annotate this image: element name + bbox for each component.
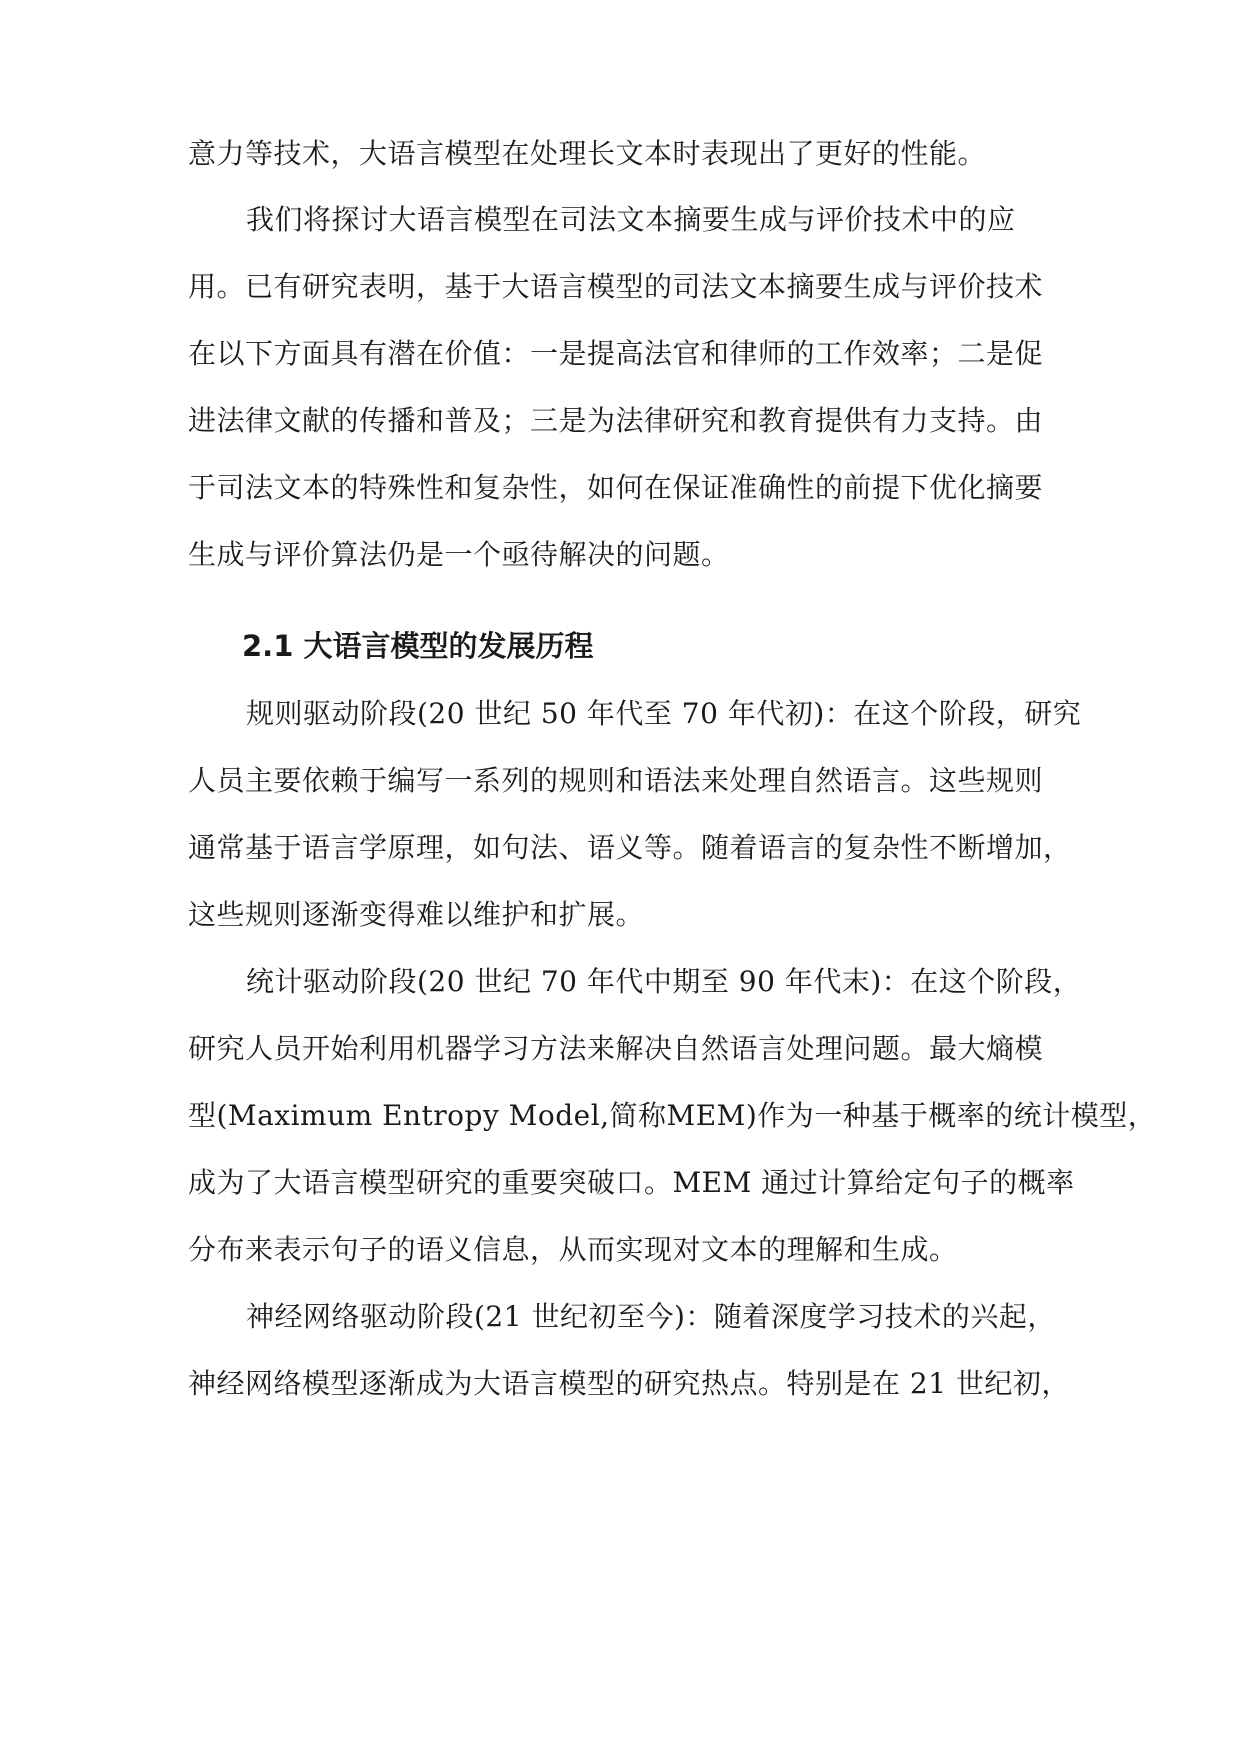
paragraph-line: 在以下方面具有潜在价值：一是提高法官和律师的工作效率；二是促	[188, 337, 1044, 370]
paragraph-line: 分布来表示句子的语义信息，从而实现对文本的理解和生成。	[188, 1233, 958, 1266]
paragraph-line: 成为了大语言模型研究的重要突破口。MEM 通过计算给定句子的概率	[188, 1166, 1075, 1199]
paragraph-line: 规则驱动阶段(20 世纪 50 年代至 70 年代初)：在这个阶段，研究	[246, 697, 1082, 730]
paragraph-line: 研究人员开始利用机器学习方法来解决自然语言处理问题。最大熵模	[188, 1032, 1044, 1065]
paragraph-line: 进法律文献的传播和普及；三是为法律研究和教育提供有力支持。由	[188, 404, 1044, 437]
paragraph-line: 意力等技术，大语言模型在处理长文本时表现出了更好的性能。	[188, 137, 987, 170]
paragraph-line: 于司法文本的特殊性和复杂性，如何在保证准确性的前提下优化摘要	[188, 471, 1044, 504]
paragraph-line: 统计驱动阶段(20 世纪 70 年代中期至 90 年代末)：在这个阶段，	[246, 965, 1082, 998]
section-heading: 2.1 大语言模型的发展历程	[242, 629, 594, 663]
paragraph-line: 人员主要依赖于编写一系列的规则和语法来处理自然语言。这些规则	[188, 764, 1044, 797]
paragraph-line: 神经网络模型逐渐成为大语言模型的研究热点。特别是在 21 世纪初，	[188, 1367, 1070, 1400]
paragraph-line: 我们将探讨大语言模型在司法文本摘要生成与评价技术中的应	[246, 203, 1016, 236]
paragraph-line: 通常基于语言学原理，如句法、语义等。随着语言的复杂性不断增加，	[188, 831, 1072, 864]
paragraph-line: 用。已有研究表明，基于大语言模型的司法文本摘要生成与评价技术	[188, 270, 1044, 303]
paragraph-line: 型(Maximum Entropy Model,简称MEM)作为一种基于概率的统计模型，	[188, 1099, 1157, 1132]
paragraph-line: 这些规则逐渐变得难以维护和扩展。	[188, 898, 645, 931]
paragraph-line: 生成与评价算法仍是一个亟待解决的问题。	[188, 538, 730, 571]
paragraph-line: 神经网络驱动阶段(21 世纪初至今)：随着深度学习技术的兴起，	[246, 1300, 1056, 1333]
